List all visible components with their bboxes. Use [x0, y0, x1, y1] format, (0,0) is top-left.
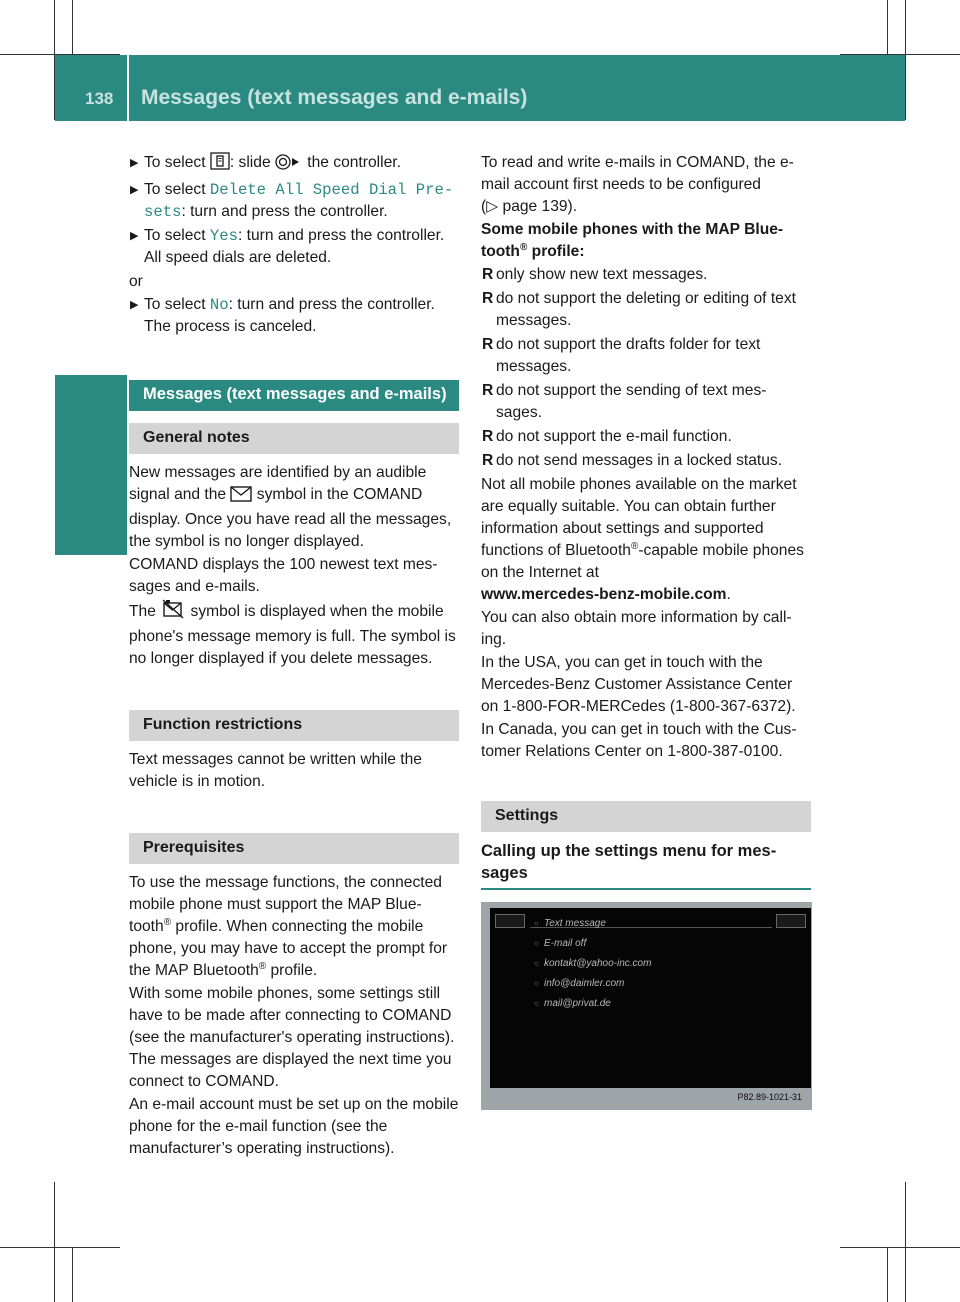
step-text: : turn and press the controller. [237, 227, 445, 244]
procedure-heading: Calling up the settings menu for mes-sages [481, 840, 811, 890]
list-item: ○ E-mail off [544, 933, 586, 955]
section-heading: Messages (text messages and e-mails) [129, 380, 459, 411]
chapter-label: Telephone [82, 434, 108, 548]
step-text: : slide [229, 154, 275, 171]
step-text: the controller. [302, 154, 401, 171]
menu-item-name: No [209, 296, 229, 314]
page-number: 138 [85, 89, 114, 108]
crop-mark [0, 1247, 120, 1248]
list-item: R do not support the deleting or editing of text messages. [482, 290, 796, 329]
back-button-icon [495, 914, 525, 928]
list-item: ○ Text message [544, 913, 606, 935]
instruction-step [129, 225, 459, 269]
step-text: To select [144, 227, 210, 244]
list-item: R do not support the drafts folder for text messages. [482, 336, 761, 375]
envelope-icon [230, 486, 252, 509]
paragraph: An e-mail account must be set up on the mobile phone for the e-mail function (see the manufacturer’s operating instructions). [129, 1096, 459, 1157]
arrow-icon: ▶ [130, 184, 139, 196]
menu-item-name: sets [144, 203, 182, 221]
instruction-step [129, 179, 459, 223]
list-item: ○ mail@privat.de [544, 993, 611, 1015]
crop-mark [72, 0, 73, 55]
paragraph: To read and write e-mails in COMAND, the e-mail account first needs to be configured (▷ page 139). [481, 154, 794, 215]
paragraph: In the USA, you can get in touch with the Mercedes-Benz Customer Assistance Center on 1-800-FOR-MERCedes (1-800-367-6372). [481, 654, 796, 715]
arrow-icon: ▶ [130, 157, 139, 169]
controller-slide-icon [275, 154, 303, 177]
bold-paragraph: Some mobile phones with the MAP Blue-tooth® profile: [481, 221, 784, 260]
page-title: Messages (text messages and e-mails) [141, 86, 528, 109]
paragraph: With some mobile phones, some settings still have to be made after connecting to COMAND (see the manufacturer's operating instructions). The messages are displayed the next time you connect to COMAND. [129, 985, 455, 1090]
step-text: To select [144, 181, 210, 198]
crop-mark [905, 1182, 906, 1302]
arrow-icon: ▶ [130, 230, 139, 242]
left-column [129, 152, 459, 1161]
right-column [481, 152, 811, 1110]
arrow-icon: ▶ [130, 299, 139, 311]
step-text: : turn and press the controller. [228, 296, 435, 313]
step-text: To select [144, 154, 210, 171]
step-text: : turn and press the controller. [181, 203, 388, 220]
subsection-heading: Prerequisites [129, 833, 459, 864]
paragraph: The symbol is displayed when the mobile phone's message memory is full. The symbol is no longer displayed if you delete messages. [129, 599, 459, 670]
paragraph: You can also obtain more information by call-ing. [481, 609, 792, 648]
crop-mark [887, 0, 888, 55]
instruction-step [129, 152, 459, 177]
crop-mark [54, 1182, 55, 1302]
list-item: ○ kontakt@yahoo-inc.com [544, 953, 651, 975]
instruction-step [129, 294, 459, 338]
paragraph: Not all mobile phones available on the market are equally suitable. You can obtain further information about settings and supported functions of Bluetooth®-capable mobile phones on the Internet at www.mercedes-benz-mobile.com. [481, 476, 804, 603]
crop-mark [905, 0, 906, 120]
or-text: or [129, 273, 143, 290]
memory-full-icon [160, 599, 186, 626]
subsection-heading: Function restrictions [129, 710, 459, 741]
phone-menu-icon [210, 152, 230, 177]
paragraph: Text messages cannot be written while the vehicle is in motion. [129, 751, 422, 790]
paragraph: COMAND displays the 100 newest text mes-sages and e-mails. [129, 556, 438, 595]
subsection-heading: Settings [481, 801, 811, 832]
page-header [55, 55, 905, 121]
step-result: The process is canceled. [144, 318, 317, 335]
subsection-heading: General notes [129, 423, 459, 454]
step-result: All speed dials are deleted. [144, 249, 332, 266]
figure-code: P82.89-1021-31 [737, 1092, 802, 1102]
list-item: R do not send messages in a locked status. [482, 452, 783, 469]
page-reference: (▷ page 139). [481, 198, 578, 215]
website-link[interactable]: www.mercedes-benz-mobile.com [481, 586, 727, 603]
paragraph: To use the message functions, the connected mobile phone must support the MAP Blue-tooth® profile. When connecting the mobile phone, you may have to accept the prompt for the MAP Bluetooth® profile. [129, 874, 448, 979]
menu-item-name: Yes [209, 227, 238, 245]
phone-button-icon [776, 914, 806, 928]
header-divider [127, 55, 129, 121]
display-panel [490, 908, 811, 1088]
comand-display-screenshot [481, 902, 812, 1110]
list-item: R only show new text messages. [482, 266, 708, 283]
list-item: R do not support the sending of text mes-sages. [482, 382, 767, 421]
menu-item-name: Delete All Speed Dial Pre‐ [209, 181, 454, 199]
paragraph: In Canada, you can get in touch with the Cus-tomer Relations Center on 1-800-387-0100. [481, 721, 797, 760]
step-text: To select [144, 296, 210, 313]
crop-mark [72, 1247, 73, 1302]
crop-mark [887, 1247, 888, 1302]
list-item: ○ info@daimler.com [544, 973, 624, 995]
paragraph: New messages are identified by an audible signal and the symbol in the COMAND display. Once you have read all the messages, the symbol is no longer displayed. [129, 464, 452, 550]
crop-mark [840, 1247, 960, 1248]
list-item: R do not support the e-mail function. [482, 428, 732, 445]
